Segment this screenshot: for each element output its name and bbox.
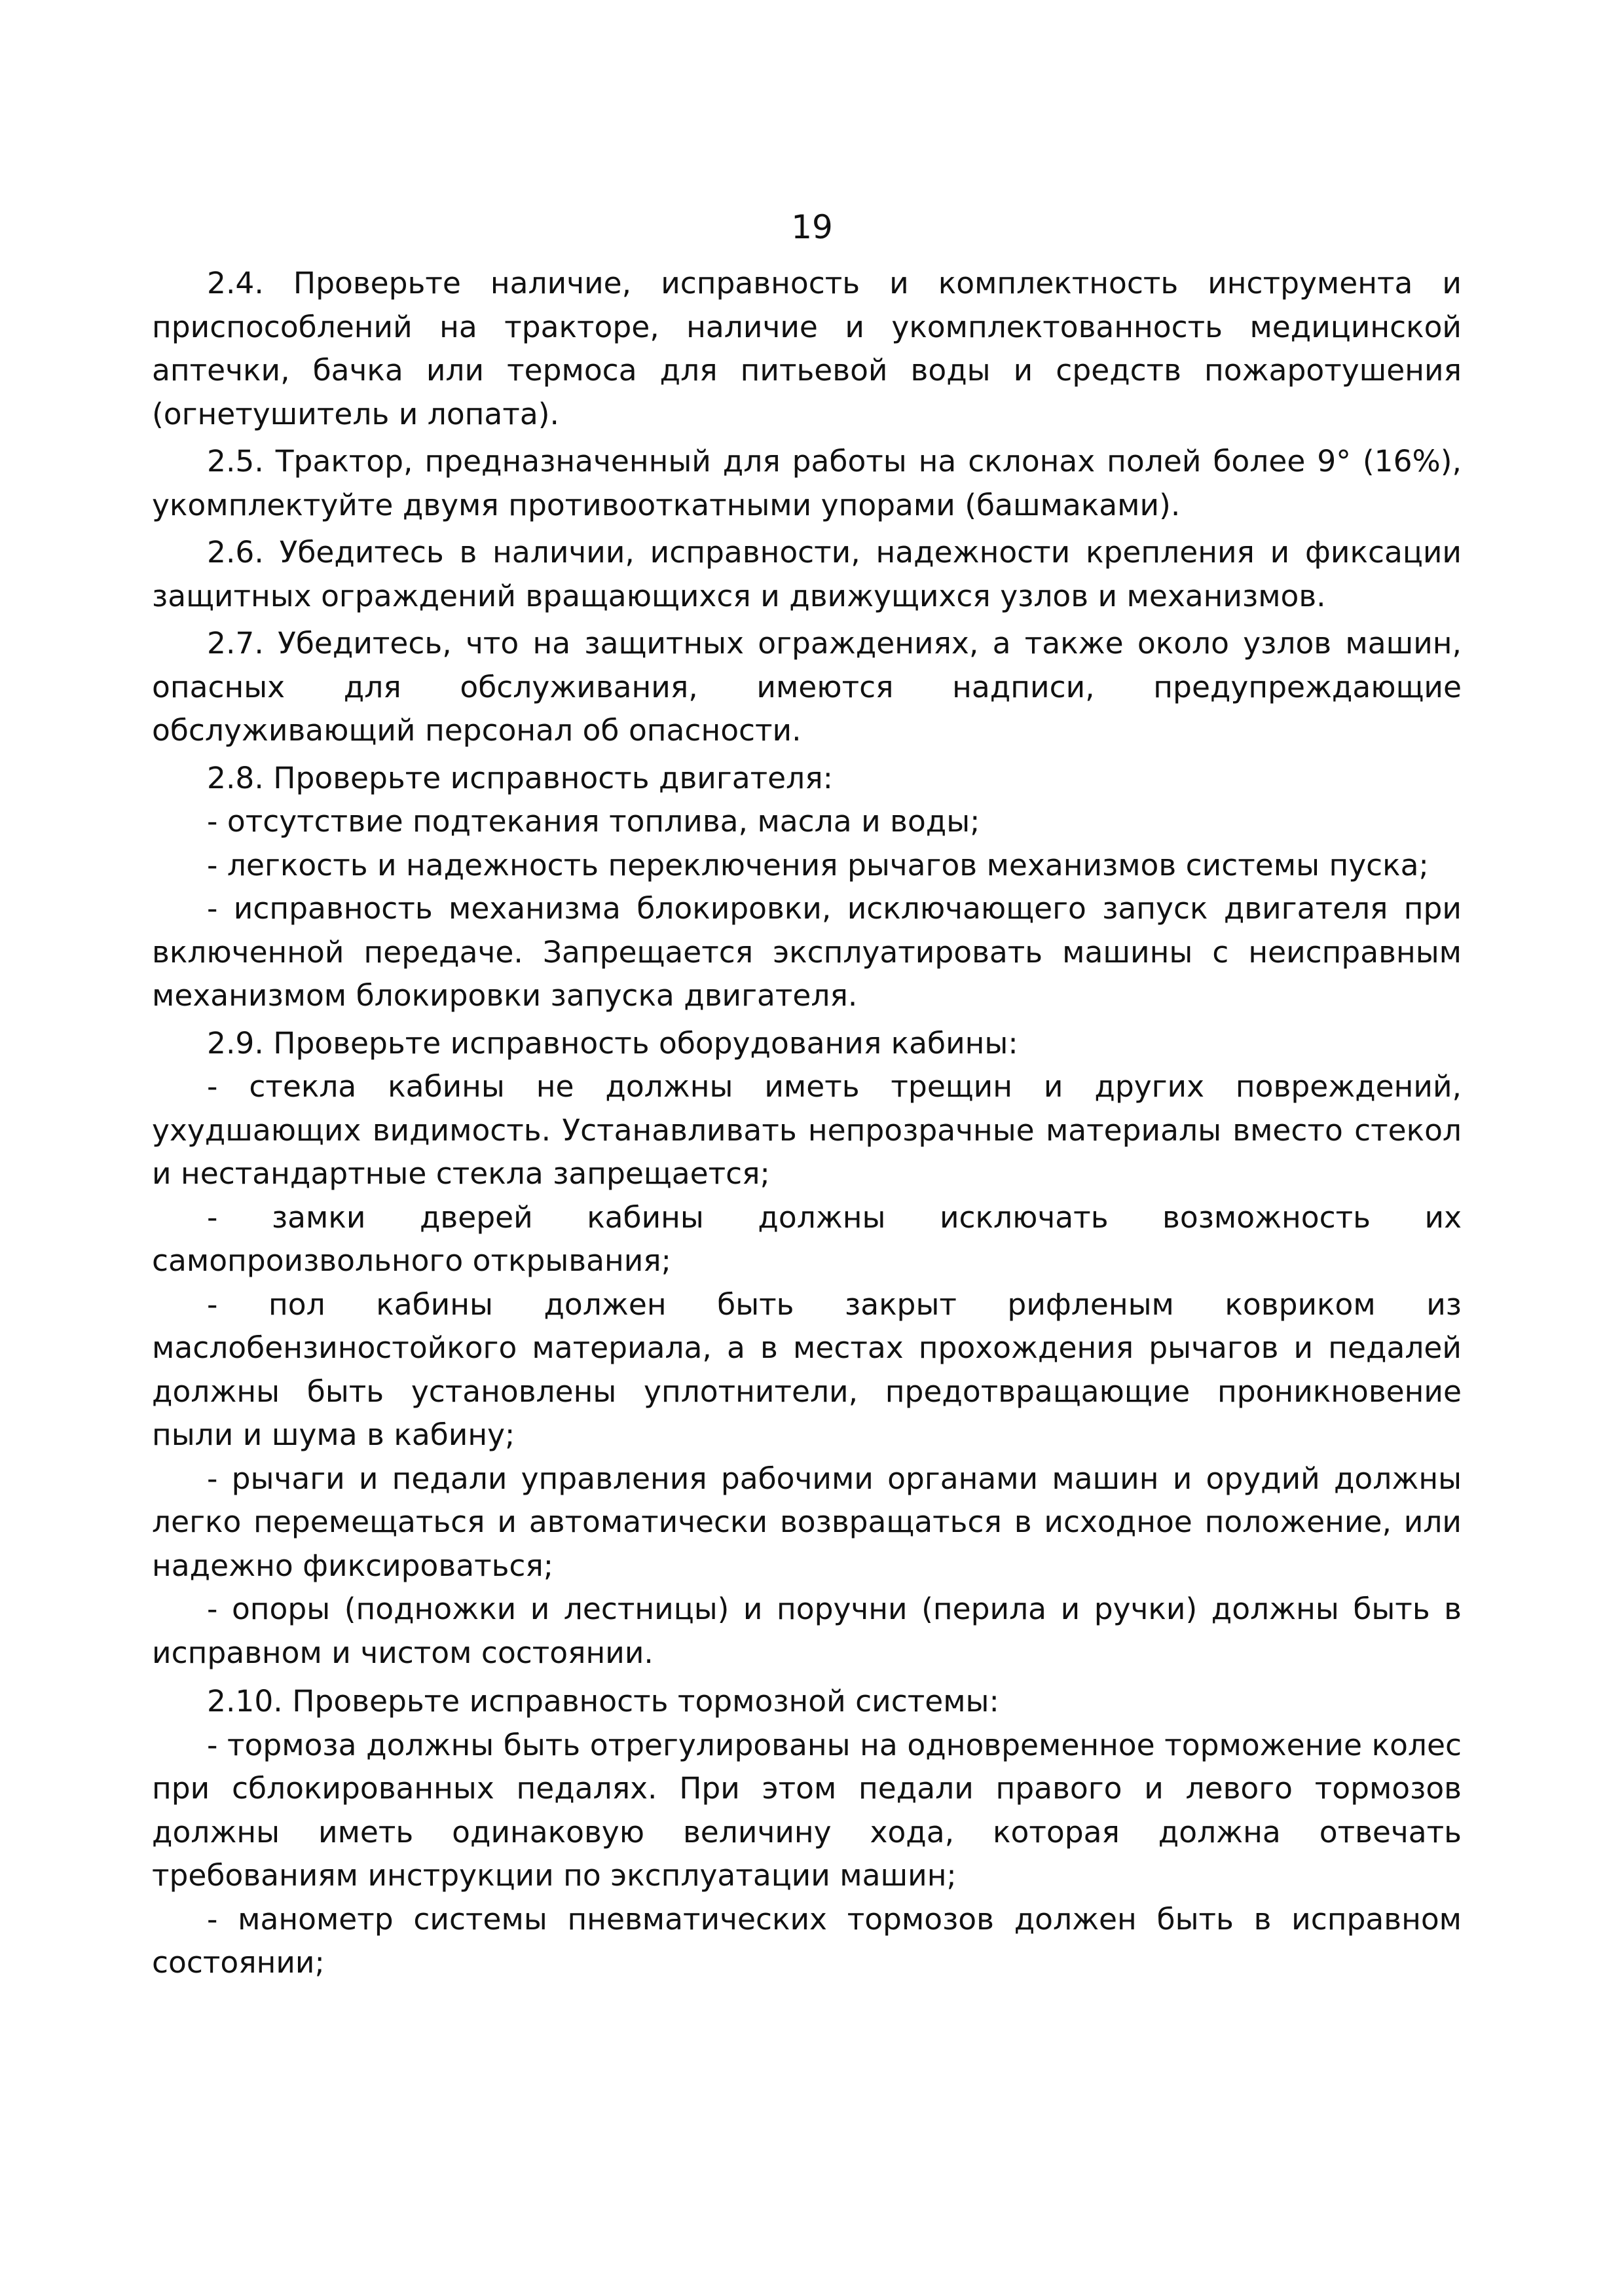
paragraph-2-10: 2.10. Проверьте исправность тормозной системы: bbox=[207, 1684, 999, 1719]
list-item-2-8-1: - отсутствие подтекания топлива, масла и воды; bbox=[207, 804, 980, 839]
paragraph-2-5: 2.5. Трактор, предназначенный для работы на склонах полей более 9° (16%), укомплектуйте двумя противооткатными упорами (башмаками). bbox=[152, 444, 1462, 522]
list-item-2-10-2: - манометр системы пневматических тормозов должен быть в исправном состоянии; bbox=[152, 1901, 1462, 1980]
page-number: 19 bbox=[791, 208, 833, 246]
paragraph-2-6: 2.6. Убедитесь в наличии, исправности, надежности крепления и фиксации защитных ограждений вращающихся и движущихся узлов и механизмов. bbox=[152, 535, 1462, 613]
list-item-2-9-1: - стекла кабины не должны иметь трещин и других повреждений, ухудшающих видимость. Устанавливать непрозрачные материалы вместо стекол и нестандартные стекла запрещается; bbox=[152, 1069, 1462, 1191]
list-item-2-9-4: - рычаги и педали управления рабочими органами машин и орудий должны легко перемещаться и автоматически возвращаться в исходное положение, или надежно фиксироваться; bbox=[152, 1461, 1462, 1583]
paragraph-2-9: 2.9. Проверьте исправность оборудования кабины: bbox=[207, 1025, 1018, 1061]
list-item-2-8-3: - исправность механизма блокировки, исключающего запуск двигателя при включенной передаче. Запрещается эксплуатировать машины с неисправным механизмом блокировки запуска двигателя. bbox=[152, 891, 1462, 1013]
paragraph-2-4: 2.4. Проверьте наличие, исправность и комплектность инструмента и приспособлений на тракторе, наличие и укомплектованность медицинской аптечки, бачка или термоса для питьевой воды и средств пожаротушения (огнетушитель и лопата). bbox=[152, 266, 1462, 431]
list-item-2-9-3: - пол кабины должен быть закрыт рифленым ковриком из маслобензиностойкого материала, а в местах прохождения рычагов и педалей должны быть установлены уплотнители, предотвращающие проникновение пыли и шума в кабину; bbox=[152, 1286, 1462, 1452]
list-item-2-8-2: - легкость и надежность переключения рычагов механизмов системы пуска; bbox=[207, 847, 1429, 883]
list-item-2-9-2: - замки дверей кабины должны исключать возможность их самопроизвольного открывания; bbox=[152, 1199, 1462, 1278]
paragraph-2-7: 2.7. Убедитесь, что на защитных ограждениях, а также около узлов машин, опасных для обслуживания, имеются надписи, предупреждающие обслуживающий персонал об опасности. bbox=[152, 626, 1462, 748]
list-item-2-10-1: - тормоза должны быть отрегулированы на одновременное торможение колес при сблокированных педалях. При этом педали правого и левого тормозов должны иметь одинаковую величину хода, которая должна отвечать требованиям инструкции по эксплуатации машин; bbox=[152, 1727, 1462, 1893]
paragraph-2-8: 2.8. Проверьте исправность двигателя: bbox=[207, 760, 833, 795]
document-body bbox=[152, 262, 1462, 1985]
list-item-2-9-5: - опоры (подножки и лестницы) и поручни (перила и ручки) должны быть в исправном и чистом состоянии. bbox=[152, 1592, 1462, 1670]
